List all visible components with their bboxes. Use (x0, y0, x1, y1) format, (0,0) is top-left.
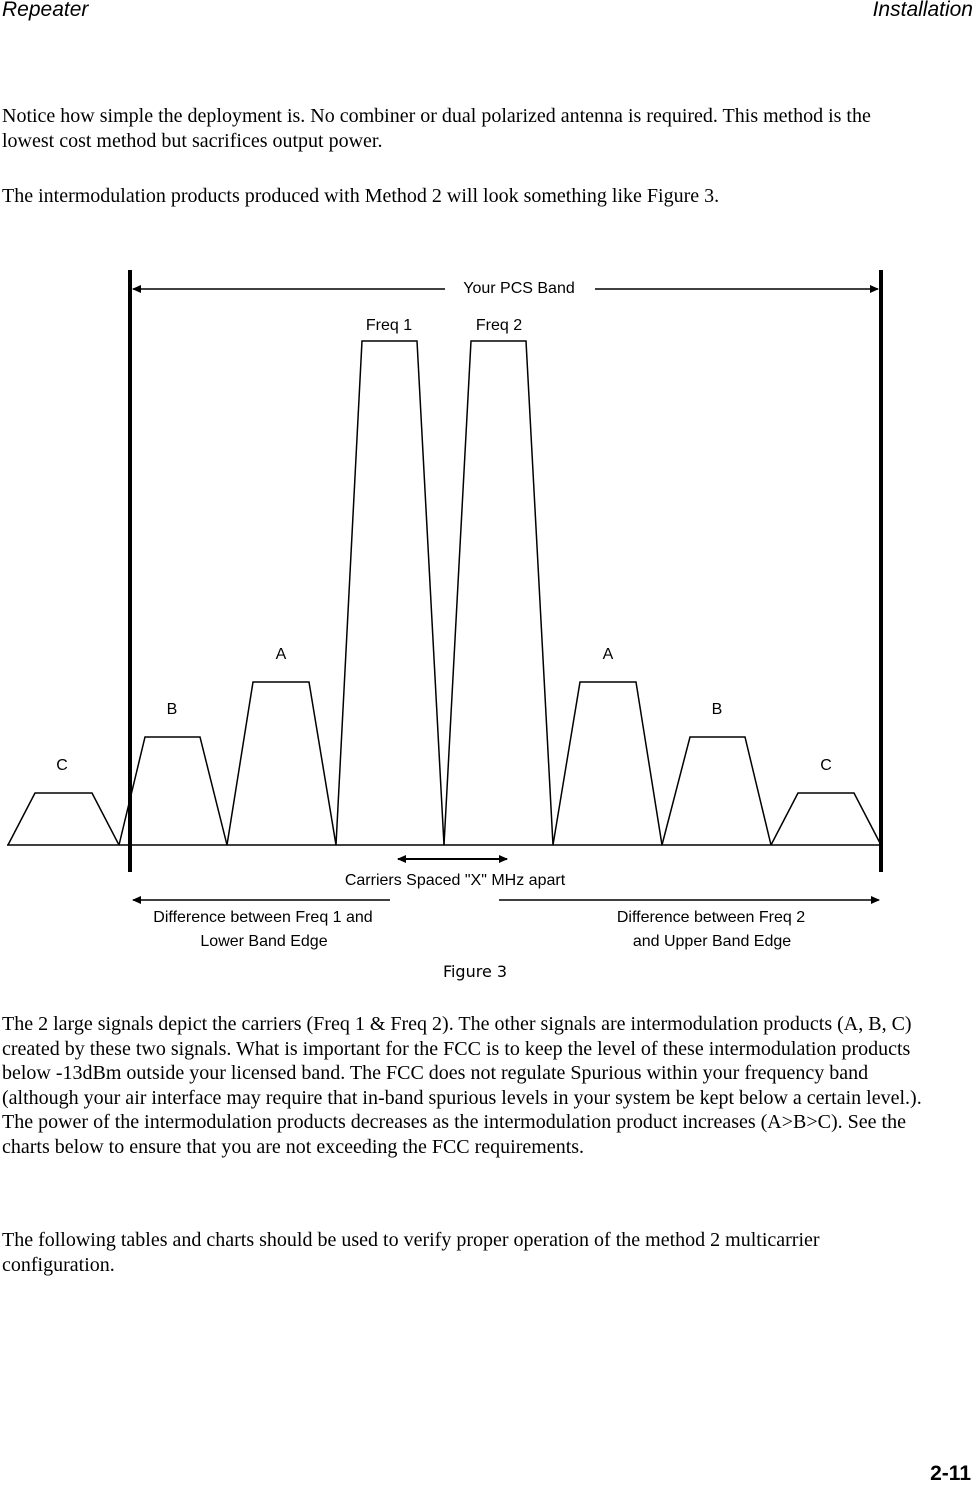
lower-difference-label-line2: Lower Band Edge (200, 933, 328, 950)
imd-b-left-label: B (166, 701, 178, 718)
imd-b-right-signal (662, 737, 771, 845)
carrier-freq-2-signal (444, 341, 553, 845)
running-header-left: Repeater (2, 0, 89, 21)
figure-caption: Figure 3 (442, 962, 508, 981)
imd-b-left-signal (119, 737, 227, 845)
paragraph-intro: Notice how simple the deployment is. No combiner or dual polarized antenna is required. This method is the lowest cost method but sacrifices output power. (2, 105, 871, 152)
running-header-right: Installation (872, 0, 973, 21)
imd-b-right-label: B (711, 701, 723, 718)
imd-c-right-label: C (820, 757, 832, 774)
carrier-spacing-label: Carriers Spaced "X" MHz apart (344, 872, 566, 889)
paragraph-figure-reference: The intermodulation products produced with Method 2 will look something like Figure 3. (2, 185, 720, 207)
imd-a-right-signal (553, 682, 662, 845)
upper-difference-label-line2: and Upper Band Edge (632, 933, 792, 950)
imd-a-left-signal (227, 682, 336, 845)
paragraph-tables-note: The following tables and charts should be used to verify proper operation of the method 2 multicarrier configuration. (2, 1229, 820, 1276)
imd-a-right-label: A (602, 646, 614, 663)
imd-c-left-label: C (56, 757, 68, 774)
imd-a-left-label: A (275, 646, 287, 663)
upper-difference-label-line1: Difference between Freq 2 (616, 909, 806, 926)
paragraph-explanation: The 2 large signals depict the carriers (Freq 1 & Freq 2). The other signals are intermodulation products (A, B, C) created by these two signals. What is important for the FCC is to keep the level of these intermodulation products below -13dBm outside your licensed band. The FCC does not regulate Spurious within your frequency band (although your air interface may require that in-band spurious levels in your system be kept below a certain level.). The power of the intermodulation products decreases as the intermodulation product increases (A>B>C). See the charts below to ensure that you are not exceeding the FCC requirements. (2, 1013, 922, 1158)
carrier-freq-1-signal (336, 341, 444, 845)
lower-difference-label-line1: Difference between Freq 1 and (153, 909, 373, 926)
figure-3-diagram (0, 255, 975, 985)
page-number: 2-11 (930, 1462, 971, 1485)
imd-c-left-signal (8, 793, 119, 845)
band-label: Your PCS Band (463, 280, 575, 297)
carrier-freq-1-label: Freq 1 (365, 317, 413, 334)
imd-c-right-signal (771, 793, 881, 845)
carrier-freq-2-label: Freq 2 (475, 317, 523, 334)
